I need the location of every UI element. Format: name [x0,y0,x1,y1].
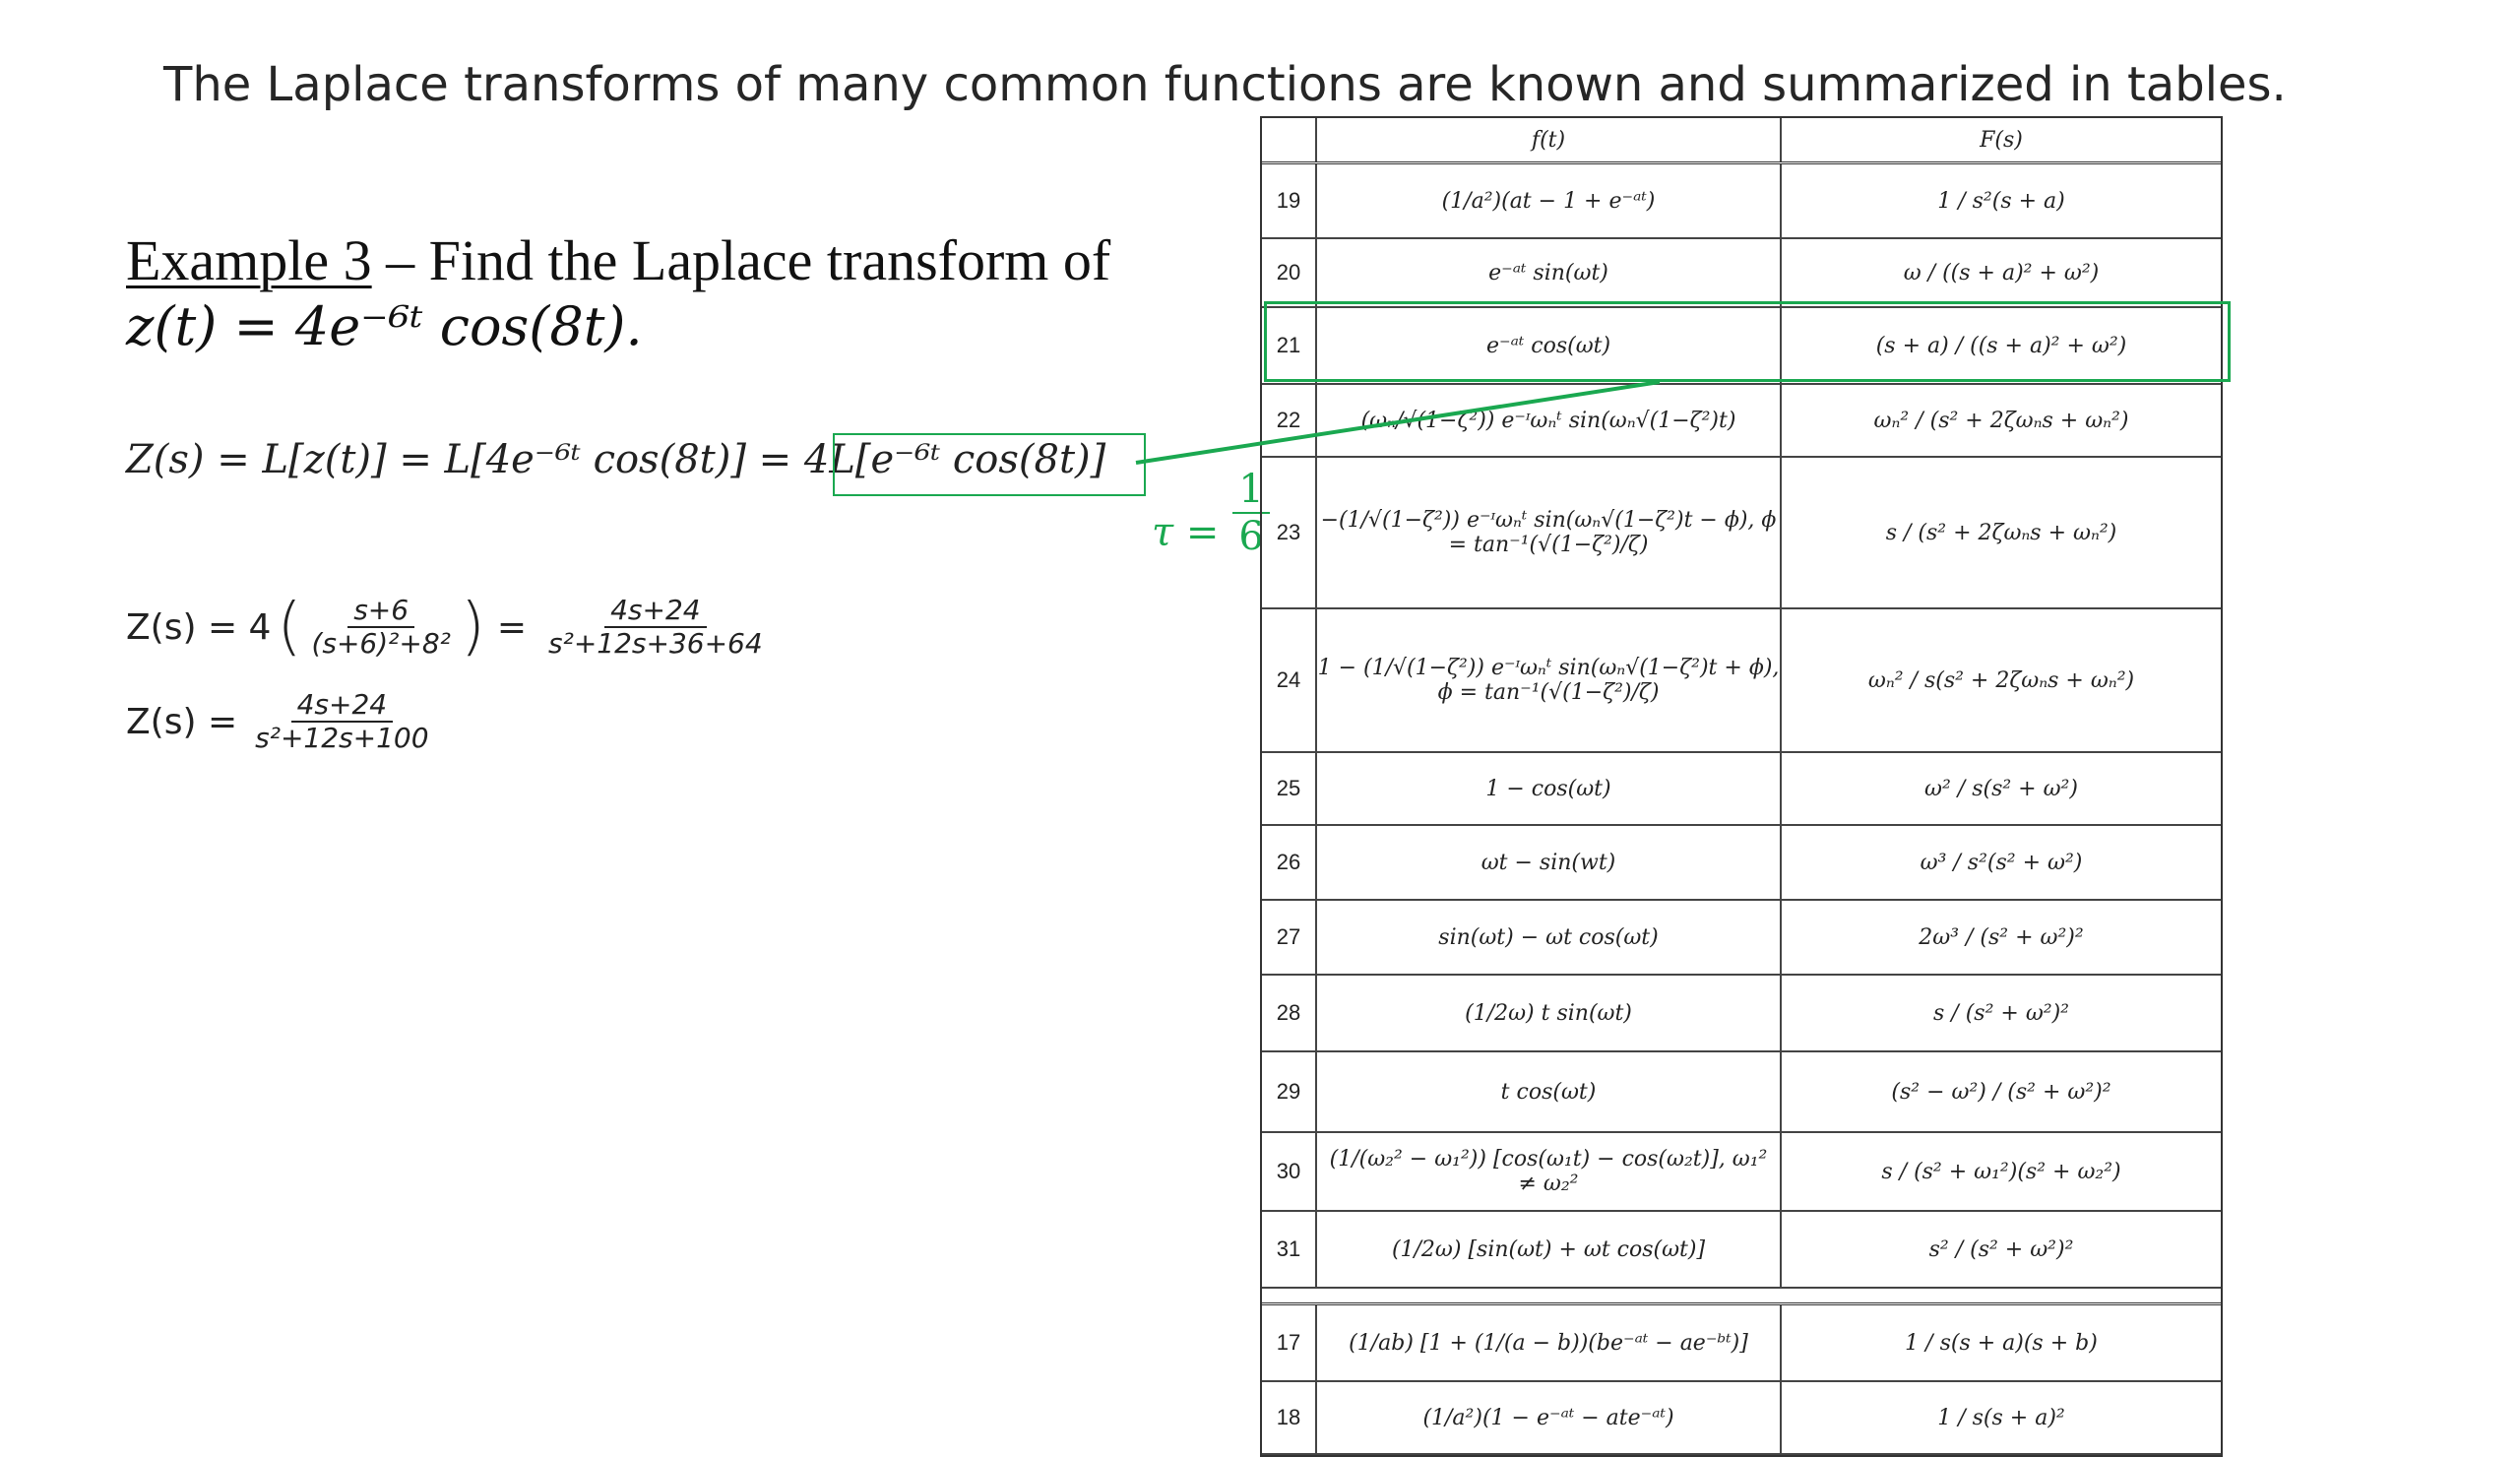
tau-numerator: 1 [1232,467,1269,514]
row-Fs: s² / (s² + ω²)² [1928,1236,2074,1262]
row-index: 30 [1262,1133,1317,1210]
eq2-den1: (s+6)²+8² [311,627,451,660]
row-Fs: ωₙ² / s(s² + 2ζωₙs + ωₙ²) [1867,667,2135,693]
eq3-num: 4s+24 [291,689,394,723]
row-Fs: s / (s² + ω₁²)(s² + ω₂²) [1881,1159,2121,1184]
row-ft: t cos(ωt) [1317,1052,1782,1131]
row-ft: sin(ωt) − ωt cos(ωt) [1317,901,1782,974]
eq3-den: s²+12s+100 [255,722,429,755]
row-ft: (1/(ω₂² − ω₁²)) [cos(ω₁t) − cos(ω₂t)], ω₁² ≠ ω₂² [1317,1133,1782,1210]
row-Fs: ω³ / s²(s² + ω²) [1920,850,2083,875]
row-ft: 1 − (1/√(1−ζ²)) e⁻ᶦωₙᵗ sin(ωₙ√(1−ζ²)t + ϕ), ϕ = tan⁻¹(√(1−ζ²)/ζ) [1317,609,1782,751]
row-Fs: ω / ((s + a)² + ω²) [1903,260,2100,285]
row-Fs: 1 / s(s + a)² [1937,1405,2065,1430]
row-index: 23 [1262,458,1317,607]
eq2-equals: = [496,606,528,648]
row-index: 29 [1262,1052,1317,1131]
tau-denominator: 6 [1238,514,1264,559]
row-ft: (1/2ω) t sin(ωt) [1317,976,1782,1050]
eq2-lhs: Z(s) = 4 [126,606,272,648]
eq2-num2: 4s+24 [604,595,707,628]
row-index: 17 [1262,1305,1317,1380]
row-index: 22 [1262,385,1317,456]
row-ft: e⁻ᵃᵗ cos(ωt) [1317,308,1782,383]
row-index: 27 [1262,901,1317,974]
row-ft: (1/ab) [1 + (1/(a − b))(be⁻ᵃᵗ − ae⁻ᵇᵗ)] [1317,1305,1782,1380]
row-index: 25 [1262,753,1317,824]
row-index: 21 [1262,308,1317,383]
equation-transform-boxed: L[e⁻⁶ᵗ cos(8t)] [829,437,1106,482]
row-Fs: s / (s² + ω²)² [1933,1000,2069,1026]
row-index: 31 [1262,1212,1317,1287]
eq2-num1: s+6 [347,595,414,628]
row-index: 28 [1262,976,1317,1050]
row-ft: e⁻ᵃᵗ sin(ωt) [1317,239,1782,306]
row-Fs: 2ω³ / (s² + ω²)² [1919,924,2084,950]
paren-close: ) [460,591,485,664]
eq2-den2: s²+12s+36+64 [548,627,763,660]
row-ft: (ωₙ/√(1−ζ²)) e⁻ᶦωₙᵗ sin(ωₙ√(1−ζ²)t) [1317,385,1782,456]
row-index: 24 [1262,609,1317,751]
row-ft: 1 − cos(ωt) [1317,753,1782,824]
paren-open: ( [277,591,302,664]
row-Fs: s / (s² + 2ζωₙs + ωₙ²) [1885,520,2117,545]
row-ft: (1/2ω) [sin(ωt) + ωt cos(ωt)] [1317,1212,1782,1287]
row-Fs: ω² / s(s² + ω²) [1924,776,2078,801]
row-ft: −(1/√(1−ζ²)) e⁻ᶦωₙᵗ sin(ωₙ√(1−ζ²)t − ϕ), ϕ = tan⁻¹(√(1−ζ²)/ζ) [1317,458,1782,607]
row-Fs: ωₙ² / (s² + 2ζωₙs + ωₙ²) [1873,408,2129,433]
slide-heading: The Laplace transforms of many common functions are known and summarized in tables. [163,57,2287,112]
row-index: 18 [1262,1382,1317,1453]
row-ft: (1/a²)(1 − e⁻ᵃᵗ − ate⁻ᵃᵗ) [1317,1382,1782,1453]
row-ft: (1/a²)(at − 1 + e⁻ᵃᵗ) [1317,164,1782,237]
example-label: Example 3 [126,228,372,292]
row-Fs: (s² − ω²) / (s² + ω²)² [1891,1079,2111,1105]
header-Fs: F(s) [1980,127,2023,153]
example-function: z(t) = 4e⁻⁶ᵗ cos(8t). [126,295,643,357]
row-index: 20 [1262,239,1317,306]
row-index: 19 [1262,164,1317,237]
eq3-lhs: Z(s) = [126,701,238,742]
equation-transform-left: Z(s) = L[z(t)] = L[4e⁻⁶ᵗ cos(8t)] = 4 [126,437,830,482]
header-ft: f(t) [1317,118,1782,161]
tau-lhs: τ = [1152,510,1220,555]
row-ft: ωt − sin(wt) [1317,826,1782,899]
example-text: – Find the Laplace transform of [371,228,1111,292]
row-index: 26 [1262,826,1317,899]
row-Fs: 1 / s(s + a)(s + b) [1905,1330,2098,1356]
row-Fs: 1 / s²(s + a) [1937,188,2065,214]
row-Fs: (s + a) / ((s + a)² + ω²) [1875,333,2127,358]
